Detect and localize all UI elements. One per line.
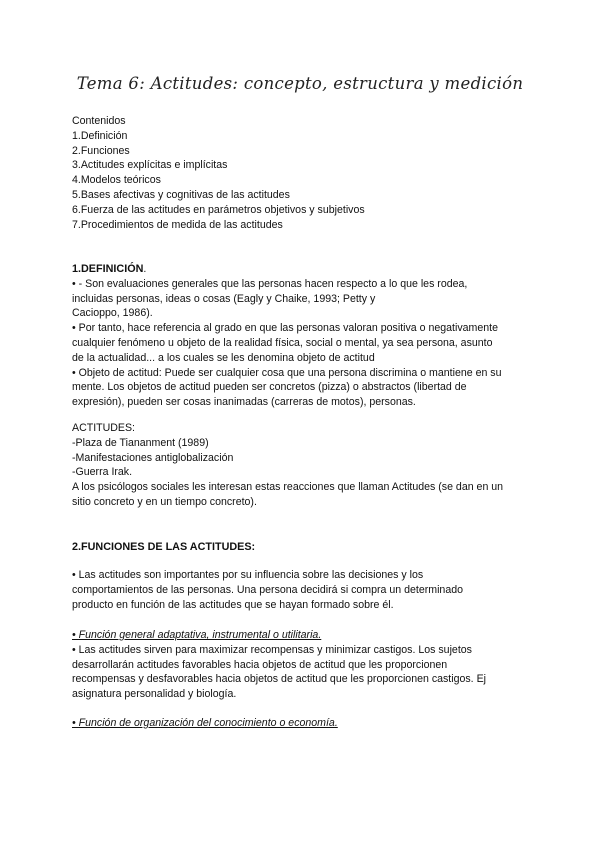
heading-suffix: . [143,263,147,275]
paragraph-line: • - Son evaluaciones generales que las personas hacen respecto a lo que les rodea, [72,277,468,290]
paragraph-line: producto en función de las actitudes que se hayan formado sobre él. [72,598,394,611]
contents-item: 3.Actitudes explícitas e implícitas [72,159,228,172]
example-item: -Guerra Irak. [72,466,133,479]
contents-label: Contenidos [72,115,126,127]
paragraph-line: • Objeto de actitud: Puede ser cualquier cosa que una persona discrimina o mantiene en su [72,366,502,379]
paragraph-line: • Por tanto, hace referencia al grado en que las personas valoran positiva o negativamente [72,322,498,335]
funciones-intro [72,568,532,612]
paragraph-line: • Las actitudes sirven para maximizar recompensas y minimizar castigos. Los sujetos [72,643,472,656]
paragraph-line: comportamientos de las personas. Una persona decidirá si compra un determinado [72,583,464,596]
funcion-adaptativa [72,628,532,702]
section-heading-text: 1.DEFINICIÓN [72,263,144,275]
contents-item: 2.Funciones [72,144,130,157]
actitudes-examples [72,421,532,510]
contents-list [72,114,532,232]
contents-item: 6.Fuerza de las actitudes en parámetros objetivos y subjetivos [72,203,365,216]
example-item: -Plaza de Tiananment (1989) [72,436,209,449]
paragraph-line: • Las actitudes son importantes por su influencia sobre las decisiones y los [72,569,424,581]
contents-item: 7.Procedimientos de medida de las actitudes [72,218,283,231]
section-heading-text: 2.FUNCIONES DE LAS ACTITUDES: [72,541,256,553]
funcion-organizacion [72,716,532,731]
paragraph-line: Cacioppo, 1986). [72,307,153,320]
paragraph-line: cualquier fenómeno u objeto de la realidad física, social o mental, ya sea persona, asunto [72,336,493,349]
paragraph-line: recompensas y desfavorables hacia objetos de actitud que les proporcionen castigos. Ej [72,673,486,686]
paragraph-line: incluidas personas, ideas o cosas (Eagly y Chaike, 1993; Petty y [72,292,376,305]
paragraph-line: asignatura personalidad y biología. [72,688,237,701]
page-title: Tema 6: Actitudes: concepto, estructura y medición [76,74,524,93]
paragraph-line: expresión), pueden ser cosas inanimadas (carreras de motos), personas. [72,396,416,409]
contents-item: 4.Modelos teóricos [72,174,161,187]
example-item: -Manifestaciones antiglobalización [72,451,234,464]
paragraph-line: desarrollarán actitudes favorables hacia objetos de actitud que les proporcionen [72,658,448,671]
actitudes-label: ACTITUDES: [72,422,135,434]
contents-item: 1.Definición [72,129,128,142]
section-definicion [72,262,532,410]
subsection-title: • Función general adaptativa, instrumental o utilitaria. [72,629,322,641]
section-heading [72,262,532,277]
paragraph-line: A los psicólogos sociales les interesan estas reacciones que llaman Actitudes (se dan en un [72,481,504,494]
section-funciones [72,540,532,555]
contents-item: 5.Bases afectivas y cognitivas de las actitudes [72,188,290,201]
subsection-title: • Función de organización del conocimiento o economía. [72,717,338,729]
paragraph-line: sitio concreto y en un tiempo concreto). [72,495,257,508]
paragraph-line: mente. Los objetos de actitud pueden ser concretos (pizza) o abstractos (libertad de [72,381,467,394]
paragraph-line: de la actualidad... a los cuales se les denomina objeto de actitud [72,351,375,364]
